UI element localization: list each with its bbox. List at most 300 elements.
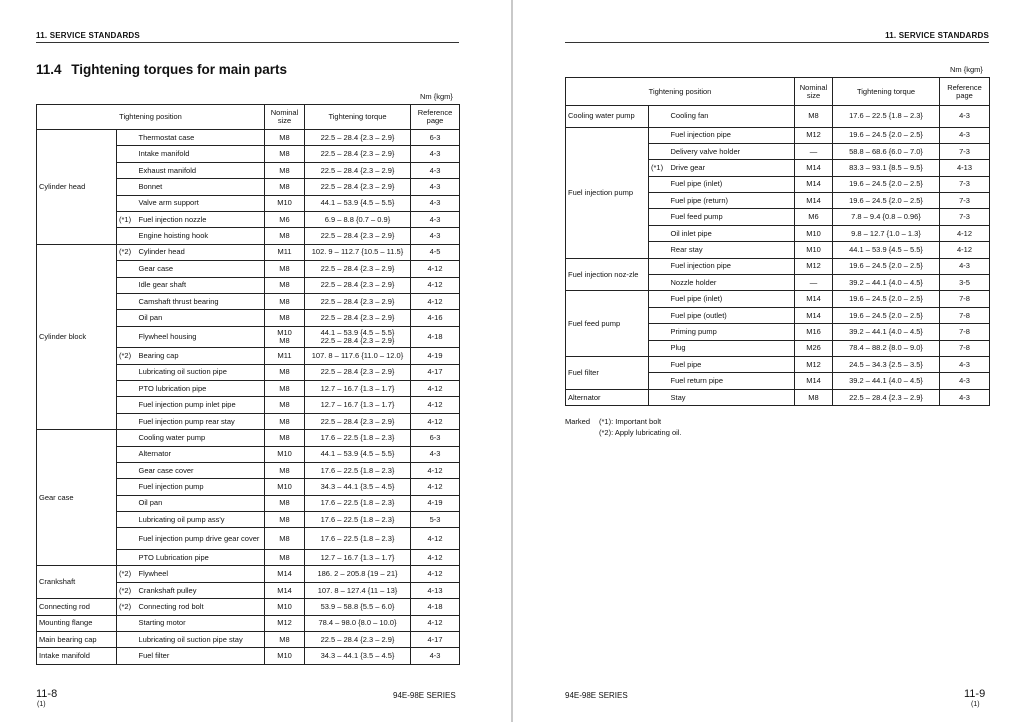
page-cell: 4-12 [411, 566, 460, 582]
table-row [37, 566, 460, 582]
group-name: Connecting rod [37, 599, 117, 615]
position-cell: Cooling fan [669, 106, 795, 128]
size-cell: M8 [265, 130, 305, 146]
page-cell: 4-12 [940, 242, 990, 258]
size-cell: M11 [265, 244, 305, 260]
page-number: 11-8 [36, 688, 58, 700]
page-cell: 4-3 [940, 127, 990, 143]
page-cell: 4-3 [411, 162, 460, 178]
torque-cell: 7.8 – 9.4 {0.8 – 0.96} [833, 209, 940, 225]
col-header-size: Nominal size [265, 105, 305, 130]
torque-cell: 22.5 – 28.4 {2.3 – 2.9} [305, 146, 411, 162]
mark-cell [117, 413, 137, 429]
mark-cell [117, 615, 137, 631]
size-cell: M6 [265, 211, 305, 227]
mark-cell [649, 291, 669, 307]
section-number: 11.4 [36, 62, 62, 77]
table-row [566, 106, 990, 128]
mark-cell [117, 631, 137, 647]
position-cell: Valve arm support [137, 195, 265, 211]
mark-cell [649, 193, 669, 209]
size-cell: M11 [265, 348, 305, 364]
mark-cell [117, 179, 137, 195]
position-cell: Oil pan [137, 495, 265, 511]
position-cell: Fuel injection pump inlet pipe [137, 397, 265, 413]
mark-cell [117, 293, 137, 309]
group-name: Intake manifold [37, 648, 117, 664]
torque-cell: 17.6 – 22.5 {1.8 – 2.3} [305, 512, 411, 528]
size-cell: M14 [795, 373, 833, 389]
position-cell: Oil inlet pipe [669, 225, 795, 241]
size-cell: M14 [795, 193, 833, 209]
torque-cell: 19.6 – 24.5 {2.0 – 2.5} [833, 176, 940, 192]
table-row [37, 631, 460, 647]
torque-cell: 22.5 – 28.4 {2.3 – 2.9} [305, 130, 411, 146]
torque-cell: 44.1 – 53.9 {4.5 – 5.5} [833, 242, 940, 258]
size-cell: M8 [265, 146, 305, 162]
mark-cell: (*2) [117, 566, 137, 582]
position-cell: Plug [669, 340, 795, 356]
group-name: Cooling water pump [566, 106, 649, 128]
size-cell: M10 [265, 446, 305, 462]
size-cell: M10 [265, 648, 305, 664]
size-cell: M14 [795, 176, 833, 192]
size-cell: — [795, 275, 833, 291]
mark-cell [117, 195, 137, 211]
position-cell: Idle gear shaft [137, 277, 265, 293]
chapter-header: 11. SERVICE STANDARDS [565, 31, 989, 43]
position-cell: Fuel filter [137, 648, 265, 664]
page-cell: 4-12 [411, 293, 460, 309]
size-cell: M8 [795, 106, 833, 128]
torque-cell: 19.6 – 24.5 {2.0 – 2.5} [833, 127, 940, 143]
unit-label: Nm {kgm} [950, 65, 983, 74]
size-cell: M14 [795, 291, 833, 307]
page-cell: 7-3 [940, 143, 990, 159]
position-cell: Starting motor [137, 615, 265, 631]
torque-cell: 12.7 – 16.7 {1.3 – 1.7} [305, 380, 411, 396]
page-cell: 4-3 [411, 446, 460, 462]
table-row [566, 389, 990, 405]
torque-cell: 39.2 – 44.1 {4.0 – 4.5} [833, 275, 940, 291]
mark-cell [117, 648, 137, 664]
mark-cell [117, 310, 137, 326]
size-cell: M10 [265, 599, 305, 615]
mark-cell [649, 389, 669, 405]
position-cell: Rear stay [669, 242, 795, 258]
size-cell: M14 [795, 160, 833, 176]
size-cell: M8 [265, 413, 305, 429]
torque-cell: 19.6 – 24.5 {2.0 – 2.5} [833, 258, 940, 274]
torque-cell: 22.5 – 28.4 {2.3 – 2.9} [305, 364, 411, 380]
position-cell: Cylinder head [137, 244, 265, 260]
torque-cell: 39.2 – 44.1 {4.0 – 4.5} [833, 324, 940, 340]
table-row [37, 599, 460, 615]
col-header-torque: Tightening torque [833, 78, 940, 106]
page-number-sub: (1) [971, 701, 980, 708]
page-cell: 4-12 [411, 277, 460, 293]
size-cell: M8 [265, 495, 305, 511]
mark-cell [117, 162, 137, 178]
size-cell: M14 [265, 582, 305, 598]
notes [565, 416, 682, 438]
col-header-size: Nominal size [795, 78, 833, 106]
table-header-row [566, 78, 990, 106]
position-cell: Fuel return pipe [669, 373, 795, 389]
page-cell: 7-3 [940, 193, 990, 209]
mark-cell [117, 380, 137, 396]
position-cell: Engine hoisting hook [137, 228, 265, 244]
table-row [37, 430, 460, 446]
torque-cell: 107. 8 – 117.6 {11.0 – 12.0} [305, 348, 411, 364]
mark-cell [649, 356, 669, 372]
page-cell: 4-13 [940, 160, 990, 176]
mark-cell [117, 479, 137, 495]
torque-cell: 17.6 – 22.5 {1.8 – 2.3} [833, 106, 940, 128]
torque-cell: 22.5 – 28.4 {2.3 – 2.9} [305, 631, 411, 647]
group-name: Mounting flange [37, 615, 117, 631]
size-cell: M8 [265, 364, 305, 380]
mark-cell: (*2) [117, 582, 137, 598]
page-cell: 4-3 [940, 356, 990, 372]
table-row [37, 244, 460, 260]
torque-cell: 22.5 – 28.4 {2.3 – 2.9} [305, 277, 411, 293]
size-cell: M8 [265, 380, 305, 396]
page-cell: 7-8 [940, 340, 990, 356]
col-header-torque: Tightening torque [305, 105, 411, 130]
position-cell: Fuel pipe (return) [669, 193, 795, 209]
torque-cell: 6.9 – 8.8 {0.7 – 0.9} [305, 211, 411, 227]
page-cell: 4-3 [411, 211, 460, 227]
position-cell: Gear case cover [137, 462, 265, 478]
torque-cell: 34.3 – 44.1 {3.5 – 4.5} [305, 648, 411, 664]
position-cell: Stay [669, 389, 795, 405]
torque-cell: 22.5 – 28.4 {2.3 – 2.9} [305, 162, 411, 178]
position-cell: Fuel pipe [669, 356, 795, 372]
section-title [36, 62, 287, 77]
group-name: Main bearing cap [37, 631, 117, 647]
mark-cell [117, 261, 137, 277]
page-cell: 4-3 [411, 195, 460, 211]
mark-cell: (*1) [117, 211, 137, 227]
mark-cell [117, 446, 137, 462]
page-cell: 4-12 [940, 225, 990, 241]
mark-cell [649, 143, 669, 159]
size-cell: M8 [265, 462, 305, 478]
torque-cell: 19.6 – 24.5 {2.0 – 2.5} [833, 291, 940, 307]
page-cell: 6-3 [411, 130, 460, 146]
torque-cell: 186. 2 – 205.8 {19 – 21} [305, 566, 411, 582]
page-cell: 4-3 [940, 389, 990, 405]
torque-cell: 83.3 – 93.1 {8.5 – 9.5} [833, 160, 940, 176]
page-cell: 4-3 [940, 106, 990, 128]
position-cell: Cooling water pump [137, 430, 265, 446]
table-header-row [37, 105, 460, 130]
mark-cell [117, 146, 137, 162]
page-cell: 4-12 [411, 528, 460, 550]
note-item: (*1): Important bolt [599, 417, 662, 426]
torque-cell: 22.5 – 28.4 {2.3 – 2.9} [833, 389, 940, 405]
position-cell: Fuel injection pump drive gear cover [137, 528, 265, 550]
chapter-header: 11. SERVICE STANDARDS [36, 31, 459, 43]
position-cell: Intake manifold [137, 146, 265, 162]
torque-cell: 9.8 – 12.7 {1.0 – 1.3} [833, 225, 940, 241]
mark-cell [649, 258, 669, 274]
page-cell: 4-3 [411, 228, 460, 244]
torque-cell: 22.5 – 28.4 {2.3 – 2.9} [305, 261, 411, 277]
position-cell: Nozzle holder [669, 275, 795, 291]
torque-cell: 17.6 – 22.5 {1.8 – 2.3} [305, 462, 411, 478]
page-cell: 4-12 [411, 413, 460, 429]
page-cell: 4-12 [411, 615, 460, 631]
group-name: Cylinder head [37, 130, 117, 245]
torque-cell: 22.5 – 28.4 {2.3 – 2.9} [305, 293, 411, 309]
position-cell: Fuel injection pipe [669, 258, 795, 274]
page-cell: 4-3 [411, 146, 460, 162]
size-cell: M12 [265, 615, 305, 631]
size-cell: M8 [265, 549, 305, 565]
mark-cell [117, 495, 137, 511]
position-cell: Priming pump [669, 324, 795, 340]
position-cell: Oil pan [137, 310, 265, 326]
torque-cell: 78.4 – 88.2 {8.0 – 9.0} [833, 340, 940, 356]
torque-cell: 34.3 – 44.1 {3.5 – 4.5} [305, 479, 411, 495]
position-cell: Flywheel [137, 566, 265, 582]
mark-cell [649, 373, 669, 389]
size-cell: M10 [795, 242, 833, 258]
page-cell: 4-19 [411, 495, 460, 511]
col-header-position: Tightening position [37, 105, 265, 130]
notes-label: Marked [565, 417, 591, 426]
size-cell: M8 [265, 397, 305, 413]
group-name: Cylinder block [37, 244, 117, 429]
mark-cell: (*1) [649, 160, 669, 176]
mark-cell [117, 397, 137, 413]
note-item: (*2): Apply lubricating oil. [599, 428, 682, 437]
torque-cell: 44.1 – 53.9 {4.5 – 5.5} [305, 195, 411, 211]
mark-cell [117, 228, 137, 244]
col-header-page: Reference page [940, 78, 990, 106]
table-row [566, 291, 990, 307]
page-cell: 4-12 [411, 380, 460, 396]
mark-cell [117, 364, 137, 380]
page-cell: 4-13 [411, 582, 460, 598]
mark-cell [649, 307, 669, 323]
size-cell: M8 [265, 179, 305, 195]
position-cell: Fuel injection pump rear stay [137, 413, 265, 429]
mark-cell [649, 275, 669, 291]
size-cell: — [795, 143, 833, 159]
position-cell: Lubricating oil suction pipe [137, 364, 265, 380]
position-cell: Gear case [137, 261, 265, 277]
size-cell: M6 [795, 209, 833, 225]
note-row [565, 416, 682, 427]
torque-cell: 22.5 – 28.4 {2.3 – 2.9} [305, 413, 411, 429]
torque-cell: 39.2 – 44.1 {4.0 – 4.5} [833, 373, 940, 389]
torque-cell: 12.7 – 16.7 {1.3 – 1.7} [305, 397, 411, 413]
torque-cell: 102. 9 – 112.7 {10.5 – 11.5} [305, 244, 411, 260]
size-cell: M14 [795, 307, 833, 323]
position-cell: Fuel feed pump [669, 209, 795, 225]
size-cell: M14 [265, 566, 305, 582]
position-cell: Lubricating oil pump ass'y [137, 512, 265, 528]
position-cell: Fuel injection nozzle [137, 211, 265, 227]
right-page [513, 0, 1024, 722]
mark-cell [649, 209, 669, 225]
size-cell: M8 [265, 631, 305, 647]
torque-cell: 22.5 – 28.4 {2.3 – 2.9} [305, 179, 411, 195]
page-cell: 4-12 [411, 261, 460, 277]
table-row [37, 130, 460, 146]
page-cell: 4-17 [411, 364, 460, 380]
group-name: Crankshaft [37, 566, 117, 599]
group-name: Fuel filter [566, 356, 649, 389]
size-cell: M8 [265, 261, 305, 277]
mark-cell [117, 277, 137, 293]
torque-cell: 19.6 – 24.5 {2.0 – 2.5} [833, 307, 940, 323]
position-cell: Delivery valve holder [669, 143, 795, 159]
group-name: Fuel feed pump [566, 291, 649, 357]
position-cell: Flywheel housing [137, 326, 265, 348]
position-cell: Lubricating oil suction pipe stay [137, 631, 265, 647]
size-cell: M16 [795, 324, 833, 340]
page-cell: 4-18 [411, 326, 460, 348]
torque-cell: 53.9 – 58.8 {5.5 – 6.0} [305, 599, 411, 615]
page-cell: 4-12 [411, 479, 460, 495]
size-cell: M8 [265, 310, 305, 326]
position-cell: Drive gear [669, 160, 795, 176]
mark-cell [649, 106, 669, 128]
page-number: 11-9 [964, 688, 986, 700]
mark-cell [649, 324, 669, 340]
table-row [566, 258, 990, 274]
page-cell: 4-16 [411, 310, 460, 326]
section-title-text: Tightening torques for main parts [71, 62, 288, 77]
size-cell: M10 [265, 479, 305, 495]
mark-cell: (*2) [117, 244, 137, 260]
position-cell: Fuel pipe (outlet) [669, 307, 795, 323]
mark-cell: (*2) [117, 348, 137, 364]
size-cell: M10 M8 [265, 326, 305, 348]
size-cell: M8 [265, 430, 305, 446]
mark-cell [117, 326, 137, 348]
mark-cell [117, 462, 137, 478]
table-row [566, 356, 990, 372]
mark-cell [649, 340, 669, 356]
group-name: Gear case [37, 430, 117, 566]
size-cell: M8 [265, 528, 305, 550]
page-cell: 4-3 [940, 373, 990, 389]
group-name: Fuel injection pump [566, 127, 649, 258]
mark-cell: (*2) [117, 599, 137, 615]
position-cell: Bonnet [137, 179, 265, 195]
torque-table-left [36, 104, 460, 665]
position-cell: Bearing cap [137, 348, 265, 364]
position-cell: Exhaust manifold [137, 162, 265, 178]
torque-cell: 17.6 – 22.5 {1.8 – 2.3} [305, 430, 411, 446]
position-cell: Crankshaft pulley [137, 582, 265, 598]
size-cell: M12 [795, 258, 833, 274]
torque-cell: 107. 8 – 127.4 {11 – 13} [305, 582, 411, 598]
series-label: 94E-98E SERIES [565, 691, 628, 700]
size-cell: M10 [265, 195, 305, 211]
page-cell: 6-3 [411, 430, 460, 446]
position-cell: Camshaft thrust bearing [137, 293, 265, 309]
torque-cell: 17.6 – 22.5 {1.8 – 2.3} [305, 528, 411, 550]
torque-cell: 17.6 – 22.5 {1.8 – 2.3} [305, 495, 411, 511]
torque-cell: 78.4 – 98.0 {8.0 – 10.0} [305, 615, 411, 631]
page-cell: 4-12 [411, 462, 460, 478]
mark-cell [649, 242, 669, 258]
col-header-page: Reference page [411, 105, 460, 130]
torque-cell: 12.7 – 16.7 {1.3 – 1.7} [305, 549, 411, 565]
size-cell: M8 [265, 277, 305, 293]
page-cell: 7-3 [940, 176, 990, 192]
page-cell: 4-19 [411, 348, 460, 364]
mark-cell [117, 512, 137, 528]
mark-cell [117, 528, 137, 550]
size-cell: M8 [265, 293, 305, 309]
left-page [0, 0, 511, 722]
mark-cell [649, 176, 669, 192]
torque-cell: 22.5 – 28.4 {2.3 – 2.9} [305, 310, 411, 326]
page-cell: 4-12 [411, 549, 460, 565]
col-header-position: Tightening position [566, 78, 795, 106]
table-row [566, 127, 990, 143]
page-cell: 4-3 [940, 258, 990, 274]
note-row [565, 427, 682, 438]
group-name: Fuel injection noz-zle [566, 258, 649, 291]
torque-cell: 19.6 – 24.5 {2.0 – 2.5} [833, 193, 940, 209]
table-row [37, 615, 460, 631]
size-cell: M8 [795, 389, 833, 405]
mark-cell [117, 549, 137, 565]
page-cell: 4-17 [411, 631, 460, 647]
page-cell: 4-3 [411, 179, 460, 195]
mark-cell [649, 127, 669, 143]
size-cell: M8 [265, 512, 305, 528]
mark-cell [117, 430, 137, 446]
size-cell: M8 [265, 162, 305, 178]
page-cell: 7-8 [940, 324, 990, 340]
torque-table-right [565, 77, 990, 406]
size-cell: M8 [265, 228, 305, 244]
position-cell: Fuel pipe (inlet) [669, 291, 795, 307]
page-cell: 7-3 [940, 209, 990, 225]
page-cell: 5-3 [411, 512, 460, 528]
mark-cell [649, 225, 669, 241]
position-cell: Fuel pipe (inlet) [669, 176, 795, 192]
mark-cell [117, 130, 137, 146]
position-cell: PTO Lubrication pipe [137, 549, 265, 565]
torque-cell: 44.1 – 53.9 {4.5 – 5.5} [305, 446, 411, 462]
torque-cell: 44.1 – 53.9 {4.5 – 5.5} 22.5 – 28.4 {2.3 – 2.9} [305, 326, 411, 348]
group-name: Alternator [566, 389, 649, 405]
size-cell: M12 [795, 356, 833, 372]
torque-cell: 24.5 – 34.3 {2.5 – 3.5} [833, 356, 940, 372]
position-cell: Alternator [137, 446, 265, 462]
torque-cell: 58.8 – 68.6 {6.0 – 7.0} [833, 143, 940, 159]
page-cell: 4-5 [411, 244, 460, 260]
page-cell: 7-8 [940, 291, 990, 307]
page-cell: 4-18 [411, 599, 460, 615]
page-cell: 4-3 [411, 648, 460, 664]
page-cell: 4-12 [411, 397, 460, 413]
size-cell: M10 [795, 225, 833, 241]
table-row [37, 648, 460, 664]
unit-label: Nm {kgm} [420, 92, 453, 101]
position-cell: Fuel injection pump [137, 479, 265, 495]
